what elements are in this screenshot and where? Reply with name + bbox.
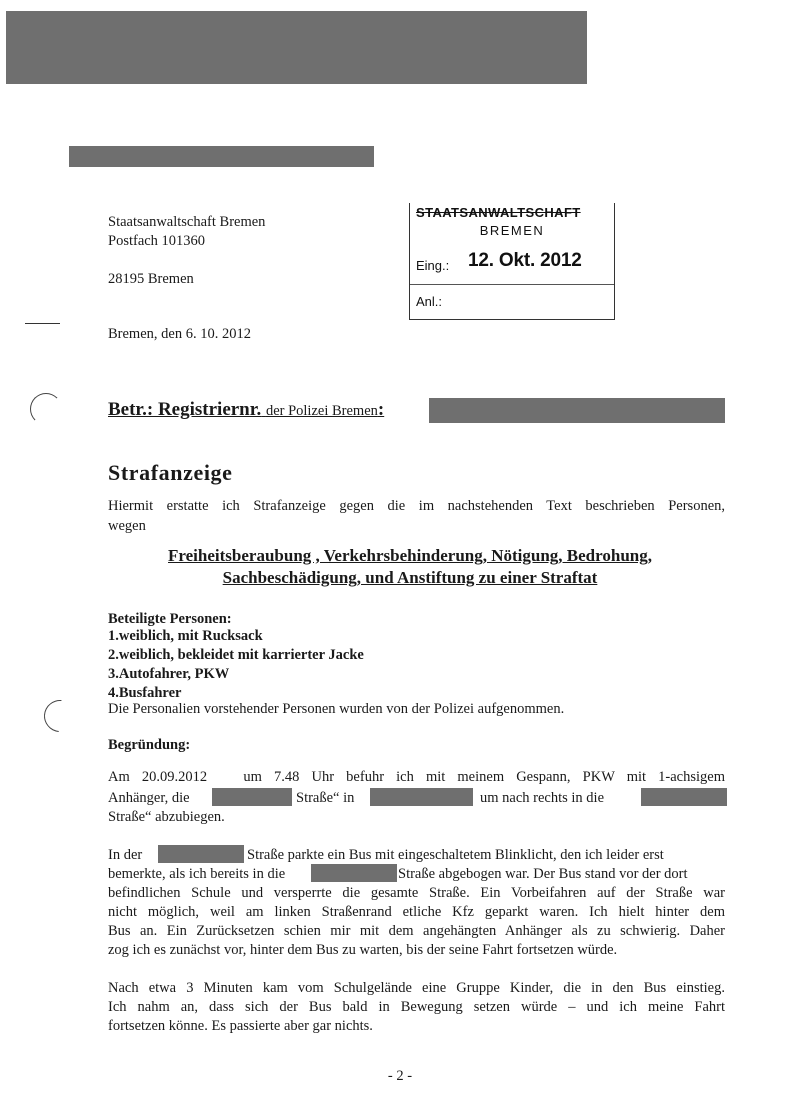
subject-prefix: Betr.: Registriernr. [108,399,262,420]
punch-hole-top [30,393,62,425]
para2-line-6: zog ich es zunächst vor, hinter dem Bus zu warten, bis der seine Fahrt fortsetzen würde. [108,942,618,958]
para1-line-2-part-a: Anhänger, die [108,790,190,806]
stamp-date: 12. Okt. 2012 [468,250,582,271]
para2-line-1-part-b: Straße parkte ein Bus mit eingeschaltetem Blinklicht, den ich leider erst [247,847,664,863]
recipient-line-1: Staatsanwaltschaft Bremen [108,214,266,230]
para1-line-2-part-b: Straße“ in [296,790,355,806]
redacted-header-block [6,11,587,84]
person-number: 3. [108,666,119,682]
para2-line-2-part-b: Straße abgebogen war. Der Bus stand vor der dort [398,866,688,882]
punch-hole-bottom [37,693,82,738]
stamp-city: BREMEN [479,223,545,238]
document-heading: Strafanzeige [108,460,233,485]
recipient-line-2: Postfach 101360 [108,233,206,249]
stamp-anl-label: Anl.: [416,294,443,309]
para2-line-2-part-a: bemerkte, als ich bereits in die [108,866,286,882]
person-item [108,665,229,683]
person-item [108,627,263,645]
redacted-street-2 [641,788,727,806]
subject-line [108,399,384,421]
para2-line-5: Bus an. Ein Zurücksetzen schien mir mit dem angehängten Anhänger als zu schwierig. Daher [108,923,725,939]
para3-line-2: Ich nahm an, dass sich der Bus bald in Bewegung setzen würde – und ich meine Fahrt [108,999,725,1015]
para3-line-1: Nach etwa 3 Minuten kam vom Schulgelände eine Gruppe Kinder, die in den Bus einstieg. [108,980,725,996]
person-item [108,646,364,664]
stamp-authority: STAATSANWALTSCHAFT [416,205,581,220]
person-number: 2. [108,647,119,663]
receipt-stamp [409,203,615,320]
redacted-registration-number [429,398,725,423]
place-date: Bremen, den 6. 10. 2012 [108,326,251,342]
redacted-street-4 [311,864,397,882]
persons-note: Die Personalien vorstehender Personen wurden von der Polizei aufgenommen. [108,701,565,717]
para3-line-3: fortsetzen könne. Es passierte aber gar nichts. [108,1018,373,1034]
page-number: - 2 - [387,1068,413,1084]
para1-line-2-part-c: um nach rechts in die [480,790,605,806]
intro-line-2: wegen [108,518,146,534]
para2-line-4: nicht möglich, weil am linken Straßenrand etliche Kfz geparkt waren. Ich hielt hinter dem [108,904,725,920]
margin-tick [25,323,60,324]
redacted-street-3 [158,845,244,863]
para2-line-3: befindlichen Schule und versperrte die gesamte Straße. Ein Vorbeifahren auf der Straße war [108,885,725,901]
recipient-postcode: 28195 Bremen [108,271,194,287]
stamp-eing-label: Eing.: [416,258,450,273]
person-text: weiblich, mit Rucksack [118,628,263,644]
person-text: weiblich, bekleidet mit karrierter Jacke [118,647,364,663]
para1-line-1: Am 20.09.2012 um 7.48 Uhr befuhr ich mit meinem Gespann, PKW mit 1-achsigem [108,769,725,785]
person-text: Autofahrer, PKW [118,666,230,682]
charges-line-2: Sachbeschädigung, und Anstiftung zu einer Straftat [222,568,598,587]
person-number: 4. [108,685,119,701]
stamp-divider [410,284,614,285]
subject-middle: der Polizei Bremen [265,403,378,419]
redacted-city [370,788,473,806]
person-number: 1. [108,628,119,644]
subject-colon: : [377,399,385,420]
charges-line-1: Freiheitsberaubung , Verkehrsbehinderung, Nötigung, Bedrohung, [168,546,652,565]
intro-line-1: Hiermit erstatte ich Strafanzeige gegen die im nachstehenden Text beschrieben Personen, [108,498,725,514]
reason-heading: Begründung: [108,737,191,753]
para2-line-1-part-a: In der [108,847,143,863]
redacted-sender-name [69,146,374,167]
person-text: Busfahrer [118,685,182,701]
redacted-street-1 [212,788,292,806]
persons-heading: Beteiligte Personen: [108,611,232,627]
para1-line-3: Straße“ abzubiegen. [108,809,225,825]
